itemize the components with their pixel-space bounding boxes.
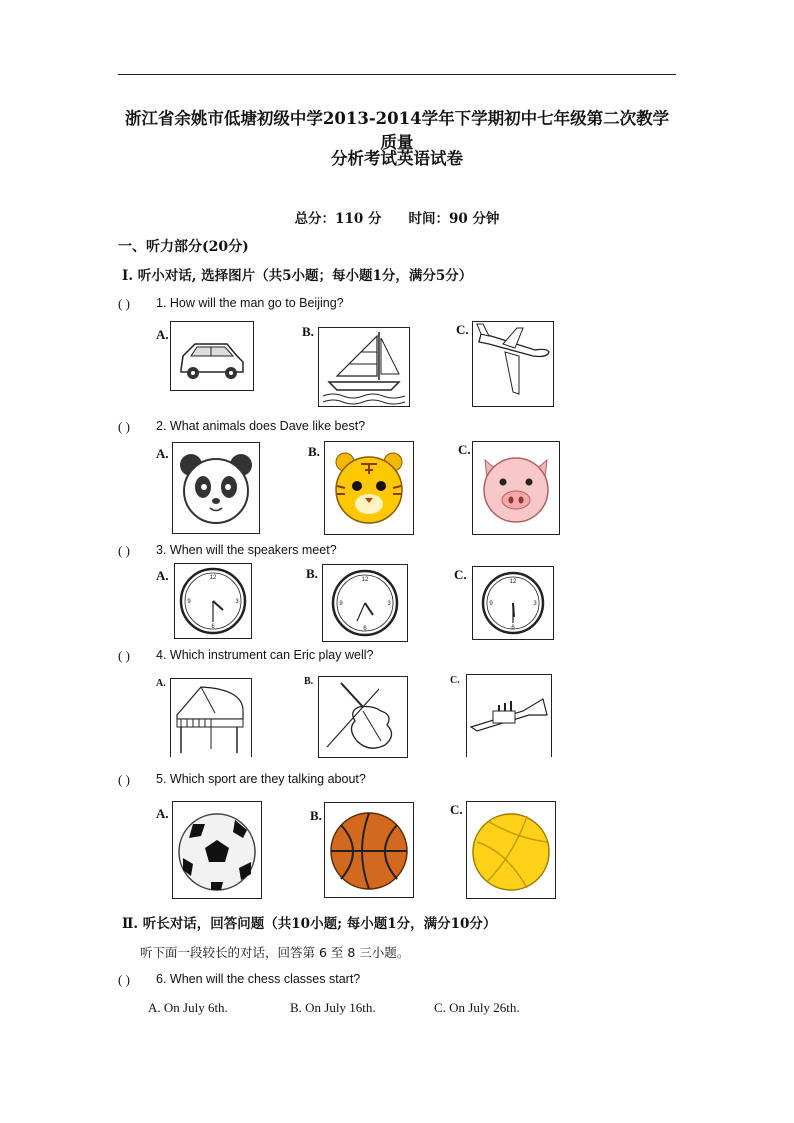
top-rule bbox=[118, 74, 676, 75]
option-b-picture[interactable] bbox=[318, 676, 408, 758]
svg-text:3: 3 bbox=[533, 601, 537, 607]
option-letter: C. bbox=[456, 322, 469, 337]
clock-icon bbox=[175, 564, 251, 638]
clock-icon bbox=[323, 565, 407, 641]
question-text: 1. How will the man go to Beijing? bbox=[156, 296, 344, 310]
option-c-picture[interactable] bbox=[466, 674, 552, 757]
option-letter: A. bbox=[156, 806, 169, 821]
question-text: 5. Which sport are they talking about? bbox=[156, 772, 366, 786]
answer-blank[interactable]: ( ) bbox=[118, 419, 130, 434]
option-letter: B. bbox=[306, 566, 318, 581]
option-letter: C. bbox=[454, 567, 467, 582]
q6-option-b[interactable]: B. On July 16th. bbox=[290, 1000, 376, 1015]
option-letter: B. bbox=[310, 808, 322, 823]
option-c-picture[interactable] bbox=[472, 566, 554, 640]
car-icon bbox=[171, 322, 253, 390]
answer-blank[interactable]: ( ) bbox=[118, 648, 130, 663]
option-a-picture[interactable] bbox=[170, 678, 252, 757]
option-letter: A. bbox=[156, 568, 169, 583]
clock-icon bbox=[473, 567, 553, 639]
page-title-line1: 浙江省余姚市低塘初级中学2013-2014学年下学期初中七年级第二次教学质量 bbox=[124, 109, 670, 152]
sailboat-icon bbox=[319, 328, 409, 406]
option-c-picture[interactable] bbox=[472, 321, 554, 407]
option-letter: A. bbox=[156, 446, 169, 461]
option-letter: C. bbox=[450, 675, 460, 686]
section2-instruction: 听下面一段较长的对话，回答第 6 至 8 三小题。 bbox=[140, 945, 410, 960]
answer-blank[interactable]: ( ) bbox=[118, 772, 130, 787]
option-b-picture[interactable] bbox=[322, 564, 408, 642]
option-a-picture[interactable] bbox=[170, 321, 254, 391]
tiger-icon bbox=[325, 442, 413, 534]
svg-text:12: 12 bbox=[361, 577, 369, 583]
option-b-picture[interactable] bbox=[324, 802, 414, 898]
part1-heading: 一、听力部分(20分) bbox=[118, 239, 249, 255]
q6-option-a[interactable]: A. On July 6th. bbox=[148, 1000, 228, 1015]
answer-blank[interactable]: ( ) bbox=[118, 296, 130, 311]
pig-icon bbox=[473, 442, 559, 534]
airplane-icon bbox=[473, 322, 553, 406]
svg-text:6: 6 bbox=[363, 626, 367, 632]
svg-text:9: 9 bbox=[187, 599, 191, 605]
option-a-picture[interactable] bbox=[174, 563, 252, 639]
option-letter: A. bbox=[156, 678, 166, 689]
question-text: 6. When will the chess classes start? bbox=[156, 972, 361, 986]
volleyball-icon bbox=[467, 802, 555, 898]
q6-option-c[interactable]: C. On July 26th. bbox=[434, 1000, 520, 1015]
basketball-icon bbox=[325, 803, 413, 897]
option-letter: A. bbox=[156, 327, 169, 342]
section2-heading: Ⅱ. 听长对话，回答问题（共10小题; 每小题1分，满分10分） bbox=[122, 916, 497, 932]
svg-text:6: 6 bbox=[511, 625, 515, 631]
question-text: 4. Which instrument can Eric play well? bbox=[156, 648, 374, 662]
option-b-picture[interactable] bbox=[324, 441, 414, 535]
question-text: 3. When will the speakers meet? bbox=[156, 543, 337, 557]
piano-icon bbox=[171, 679, 251, 757]
soccer-ball-icon bbox=[173, 802, 261, 898]
answer-blank[interactable]: ( ) bbox=[118, 543, 130, 558]
violin-icon bbox=[319, 677, 407, 757]
answer-blank[interactable]: ( ) bbox=[118, 972, 130, 987]
option-letter: B. bbox=[304, 676, 314, 687]
option-c-picture[interactable] bbox=[472, 441, 560, 535]
option-letter: B. bbox=[308, 444, 320, 459]
option-letter: C. bbox=[450, 802, 463, 817]
panda-icon bbox=[173, 443, 259, 533]
page-title-line2: 分析考试英语试卷 bbox=[331, 149, 463, 168]
option-b-picture[interactable] bbox=[318, 327, 410, 407]
option-c-picture[interactable] bbox=[466, 801, 556, 899]
option-a-picture[interactable] bbox=[172, 801, 262, 899]
option-a-picture[interactable] bbox=[172, 442, 260, 534]
svg-text:9: 9 bbox=[339, 601, 343, 607]
svg-text:12: 12 bbox=[209, 575, 217, 581]
section1-heading: Ⅰ. 听小对话, 选择图片（共5小题；每小题1分，满分5分） bbox=[122, 268, 473, 284]
option-letter: B. bbox=[302, 324, 314, 339]
score-time: 总分：110 分 时间：90 分钟 bbox=[294, 211, 500, 227]
svg-text:3: 3 bbox=[387, 601, 391, 607]
trumpet-icon bbox=[467, 675, 551, 757]
question-text: 2. What animals does Dave like best? bbox=[156, 419, 366, 433]
svg-text:6: 6 bbox=[211, 624, 215, 630]
svg-text:9: 9 bbox=[489, 601, 493, 607]
svg-text:12: 12 bbox=[509, 579, 517, 585]
option-letter: C. bbox=[458, 442, 471, 457]
svg-text:3: 3 bbox=[235, 599, 239, 605]
